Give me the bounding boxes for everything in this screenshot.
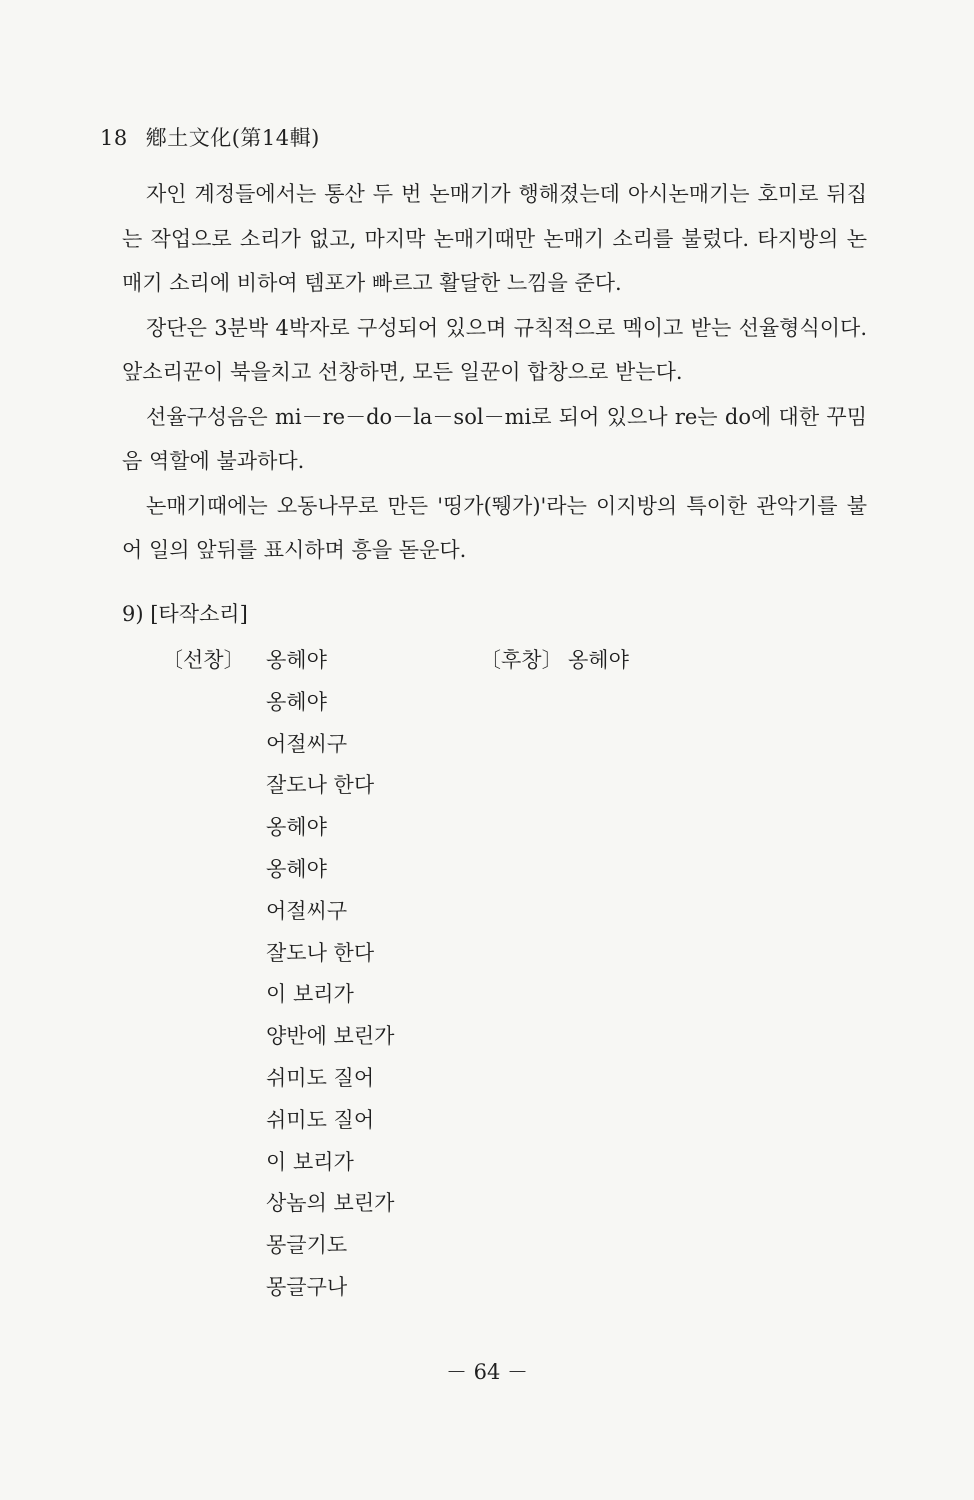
lyric-line: 잘도나 한다 bbox=[266, 940, 375, 965]
body-text bbox=[122, 172, 867, 573]
lyric-line: 옹헤야 bbox=[266, 856, 327, 881]
lyric-line bbox=[162, 640, 394, 682]
paragraph: 장단은 3분박 4박자로 구성되어 있으며 규칙적으로 멕이고 받는 선율형식이다. 앞소리꾼이 북을치고 선창하면, 모든 일꾼이 합창으로 받는다. bbox=[122, 315, 867, 384]
header-journal-title: 鄕土文化(第14輯) bbox=[145, 126, 320, 150]
lyric-line: 옹헤야 bbox=[266, 689, 327, 714]
lyric-line: 잘도나 한다 bbox=[266, 773, 375, 798]
response-column bbox=[480, 640, 629, 682]
lyric-line: 어절씨구 bbox=[266, 898, 348, 923]
lyric-line: 옹헤야 bbox=[266, 815, 327, 840]
lyric-line: 몽글기도 bbox=[266, 1233, 348, 1258]
lyric-line: 이 보리가 bbox=[266, 982, 354, 1007]
lyric-line: 이 보리가 bbox=[266, 1149, 354, 1174]
response-text: 옹헤야 bbox=[568, 648, 629, 672]
running-header bbox=[100, 122, 320, 152]
lyric-line: 상놈의 보린가 bbox=[266, 1191, 395, 1216]
paragraph: 선율구성음은 mi－re－do－la－sol－mi로 되어 있으나 re는 do에 대한 꾸밈음 역할에 불과하다. bbox=[122, 404, 867, 473]
lyric-line: 양반에 보린가 bbox=[266, 1024, 395, 1049]
paragraph: 자인 계정들에서는 통산 두 번 논매기가 행해졌는데 아시논매기는 호미로 뒤집는 작업으로 소리가 없고, 마지막 논매기때만 논매기 소리를 불렀다. 타지방의 논매기 소리에 비하여 템포가 빠르고 활달한 느낌을 준다. bbox=[122, 182, 867, 295]
paragraph: 논매기때에는 오동나무로 만든 '띵가(뛩가)'라는 이지방의 특이한 관악기를 불어 일의 앞뒤를 표시하며 흥을 돋운다. bbox=[122, 493, 867, 562]
call-column bbox=[162, 640, 394, 1309]
response-label: 〔후창〕 bbox=[480, 648, 563, 672]
header-page-ref: 18 bbox=[100, 126, 128, 150]
lyric-line: 쉬미도 질어 bbox=[266, 1107, 375, 1132]
page-number: － 64 － bbox=[445, 1360, 529, 1384]
call-label: 〔선창〕 bbox=[162, 648, 245, 672]
lyric-text: 옹헤야 bbox=[266, 648, 327, 672]
section-title: 9) [타작소리] bbox=[122, 602, 248, 626]
lyric-line: 어절씨구 bbox=[266, 731, 348, 756]
lyric-line: 쉬미도 질어 bbox=[266, 1065, 375, 1090]
lyric-line: 몽글구나 bbox=[266, 1274, 348, 1299]
